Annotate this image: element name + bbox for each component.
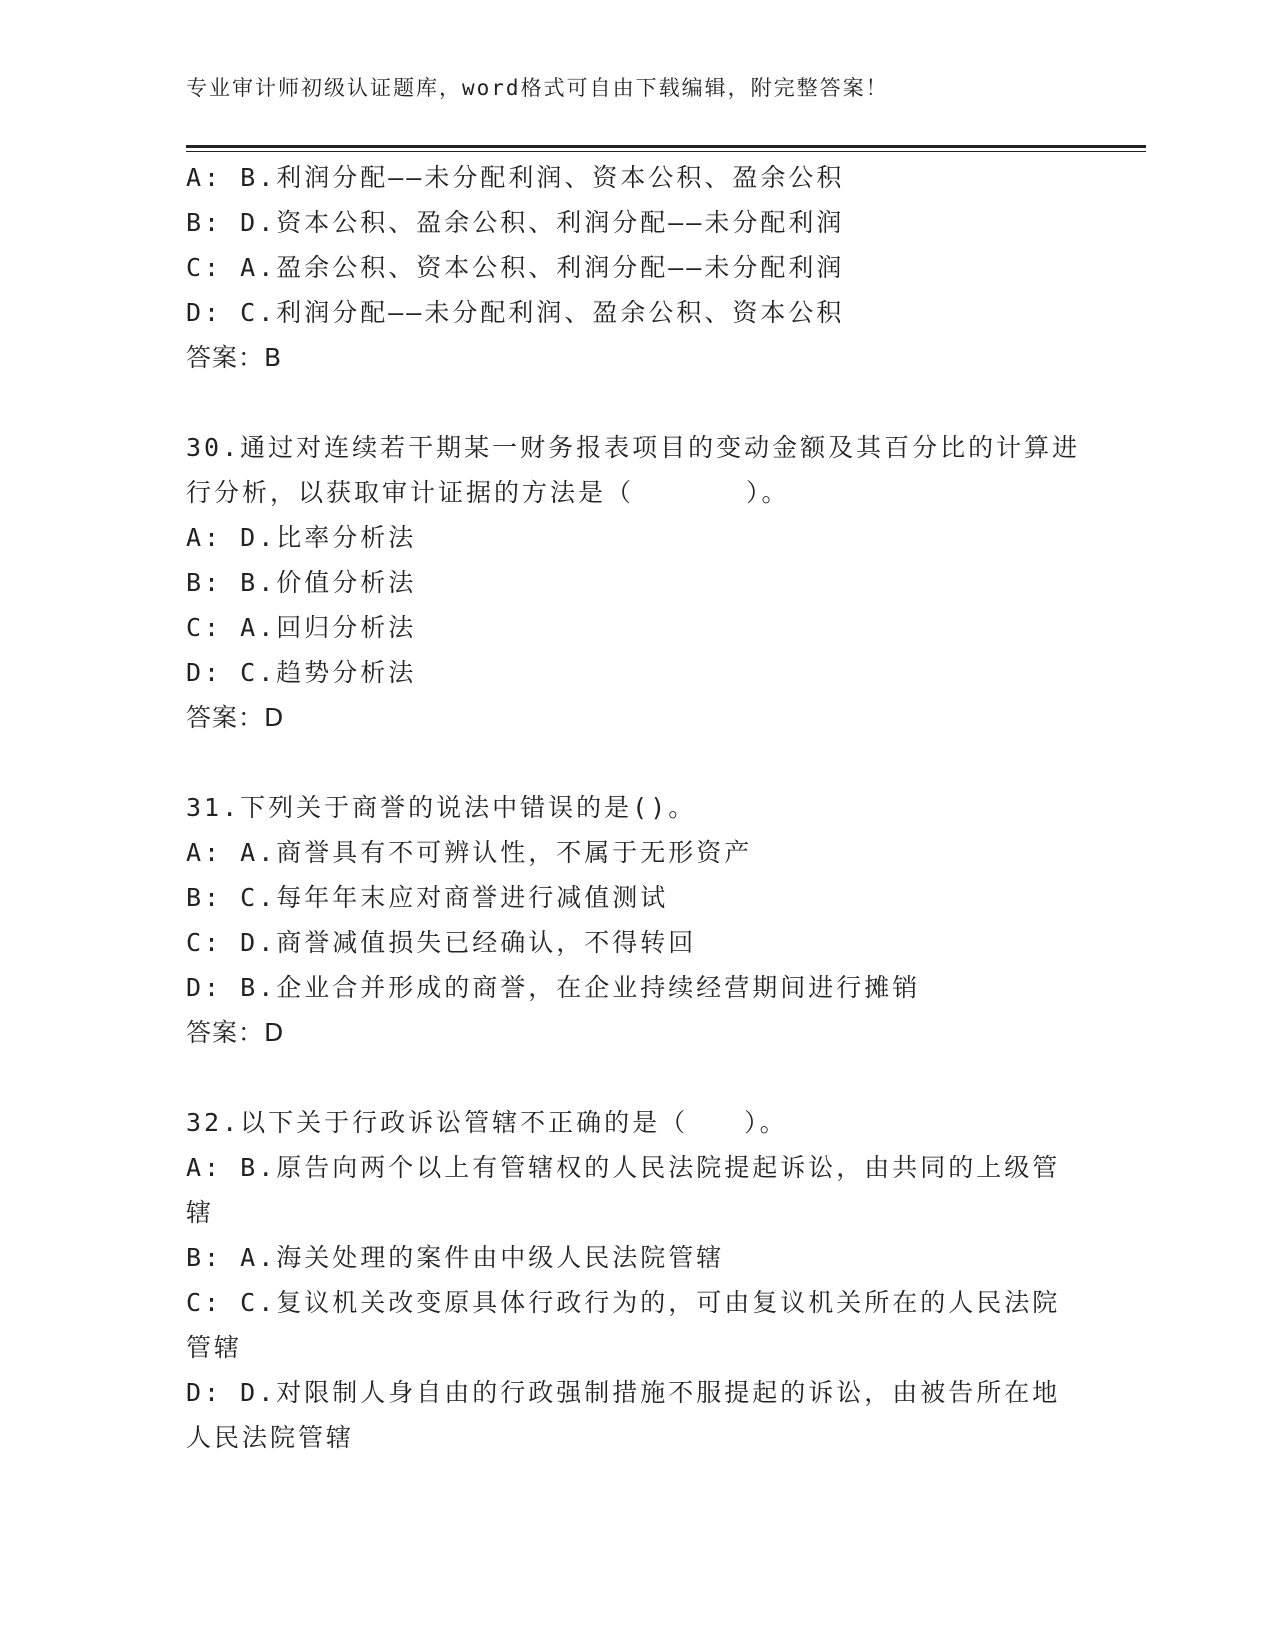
- question-list: [186, 155, 1086, 1460]
- block-spacer: [186, 740, 1086, 785]
- option-b: B: D.资本公积、盈余公积、利润分配——未分配利润: [186, 208, 845, 237]
- option-b: B: B.价值分析法: [186, 568, 417, 597]
- header-rule-thick: [186, 145, 1146, 148]
- page-header: 专业审计师初级认证题库，word格式可自由下载编辑，附完整答案！: [186, 76, 889, 100]
- option-b: B: C.每年年末应对商誉进行减值测试: [186, 883, 669, 912]
- question-block: [186, 785, 1086, 1055]
- question-text: 30.通过对连续若干期某一财务报表项目的变动金额及其百分比的计算进行分析，以获取审计证据的方法是（ ）。: [186, 433, 1081, 507]
- option-a: A: B.原告向两个以上有管辖权的人民法院提起诉讼，由共同的上级管辖: [186, 1153, 1061, 1227]
- option-d: D: C.趋势分析法: [186, 658, 417, 687]
- block-spacer: [186, 1055, 1086, 1100]
- answer-line: 答案：B: [186, 343, 283, 372]
- option-b: B: A.海关处理的案件由中级人民法院管辖: [186, 1243, 725, 1272]
- option-c: C: A.回归分析法: [186, 613, 417, 642]
- option-c: C: C.复议机关改变原具体行政行为的，可由复议机关所在的人民法院管辖: [186, 1288, 1061, 1362]
- block-spacer: [186, 380, 1086, 425]
- question-block: [186, 425, 1086, 740]
- question-block: [186, 1100, 1086, 1460]
- option-d: D: B.企业合并形成的商誉，在企业持续经营期间进行摊销: [186, 973, 921, 1002]
- option-c: C: D.商誉减值损失已经确认，不得转回: [186, 928, 697, 957]
- option-a: A: A.商誉具有不可辨认性，不属于无形资产: [186, 838, 753, 867]
- option-d: D: D.对限制人身自由的行政强制措施不服提起的诉讼，由被告所在地人民法院管辖: [186, 1378, 1061, 1452]
- option-d: D: C.利润分配——未分配利润、盈余公积、资本公积: [186, 298, 845, 327]
- option-a: A: D.比率分析法: [186, 523, 417, 552]
- question-text: 31.下列关于商誉的说法中错误的是()。: [186, 793, 697, 822]
- question-text: 32.以下关于行政诉讼管辖不正确的是（ ）。: [186, 1108, 788, 1137]
- answer-line: 答案：D: [186, 1018, 285, 1047]
- option-c: C: A.盈余公积、资本公积、利润分配——未分配利润: [186, 253, 845, 282]
- answer-line: 答案：D: [186, 703, 285, 732]
- option-a: A: B.利润分配——未分配利润、资本公积、盈余公积: [186, 163, 845, 192]
- question-block: [186, 155, 1086, 380]
- header-rule-thin: [186, 151, 1146, 152]
